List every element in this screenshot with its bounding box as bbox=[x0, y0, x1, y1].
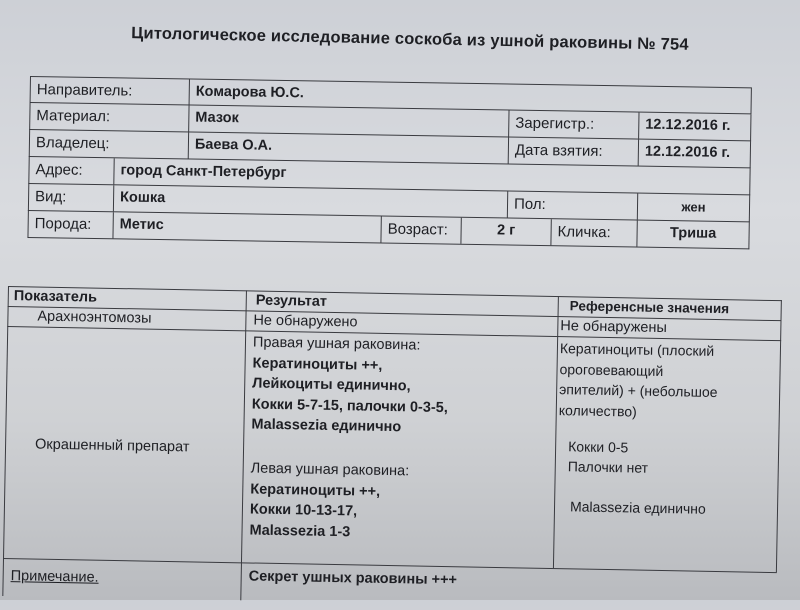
reference-cocci: Кокки 0-5 bbox=[568, 438, 629, 456]
sex-value: жен bbox=[637, 194, 749, 222]
material-value: Мазок bbox=[188, 105, 508, 136]
registered-label: Зарегистр.: bbox=[508, 111, 638, 139]
document-title: Цитологическое исследование соскоба из ушной раковины № 754 bbox=[131, 24, 689, 54]
reference-rods: Палочки нет bbox=[567, 458, 649, 476]
reference-line: ороговевающий bbox=[559, 360, 664, 379]
reference-keratinocytes bbox=[559, 338, 719, 423]
age-value: 2 г bbox=[460, 218, 550, 245]
column-header-indicator: Показатель bbox=[13, 288, 98, 306]
species-value: Кошка bbox=[113, 185, 507, 217]
result-arachnoentomoses: Не обнаружено bbox=[253, 312, 358, 331]
reference-line: количество) bbox=[558, 401, 637, 420]
left-ear-line: Malassezia 1-3 bbox=[249, 521, 351, 540]
patient-info-table bbox=[27, 76, 751, 249]
left-ear-line: Кокки 10-13-17, bbox=[249, 501, 358, 520]
name-value: Триша bbox=[636, 221, 748, 249]
right-ear-line: Кокки 5-7-15, палочки 0-3-5, bbox=[251, 395, 448, 416]
column-header-result: Результат bbox=[255, 292, 328, 310]
taken-label: Дата взятия: bbox=[508, 138, 638, 166]
right-ear-line: Кератиноциты ++, bbox=[252, 354, 383, 374]
taken-value: 12.12.2016 г. bbox=[638, 140, 750, 168]
address-label: Адрес: bbox=[35, 161, 83, 179]
reference-line: Кератиноциты (плоский bbox=[559, 340, 715, 359]
right-ear-title: Правая ушная раковина: bbox=[252, 334, 421, 354]
registered-value: 12.12.2016 г. bbox=[638, 113, 750, 141]
breed-value: Метис bbox=[112, 212, 380, 242]
name-label: Кличка: bbox=[550, 219, 636, 246]
reference-malassezia: Malassezia единично bbox=[569, 498, 706, 517]
right-ear-line: Malassezia единично bbox=[251, 416, 402, 436]
owner-label: Владелец: bbox=[35, 134, 110, 153]
table-border-left bbox=[2, 286, 9, 596]
column-header-reference: Референсные значения bbox=[569, 298, 730, 317]
left-ear-line: Кератиноциты ++, bbox=[250, 480, 381, 500]
table-column-divider-1 bbox=[240, 290, 247, 600]
species-label: Вид: bbox=[34, 188, 67, 206]
left-ear-results bbox=[249, 458, 409, 543]
material-label: Материал: bbox=[36, 107, 111, 126]
sex-label: Пол: bbox=[507, 192, 637, 220]
age-label: Возраст: bbox=[380, 217, 460, 244]
note-label: Примечание. bbox=[10, 568, 99, 586]
right-ear-results bbox=[251, 333, 449, 439]
indicator-stained-smear: Окрашенный препарат bbox=[34, 436, 190, 456]
reference-arachnoentomoses: Не обнаружены bbox=[560, 318, 668, 337]
right-ear-line: Лейкоциты единично, bbox=[252, 375, 411, 395]
note-value: Секрет ушных раковины +++ bbox=[248, 568, 458, 589]
address-value: город Санкт-Петербург bbox=[113, 158, 749, 194]
owner-value: Баева О.А. bbox=[188, 132, 508, 163]
left-ear-title: Левая ушная раковина: bbox=[250, 460, 410, 480]
results-table bbox=[2, 286, 782, 610]
breed-label: Порода: bbox=[34, 215, 92, 233]
indicator-arachnoentomoses: Арахноэнтомозы bbox=[37, 308, 152, 327]
referrer-label: Направитель: bbox=[36, 81, 133, 100]
reference-line: эпителий) + (небольшое bbox=[559, 381, 718, 401]
referrer-value: Комарова Ю.С. bbox=[189, 79, 751, 113]
